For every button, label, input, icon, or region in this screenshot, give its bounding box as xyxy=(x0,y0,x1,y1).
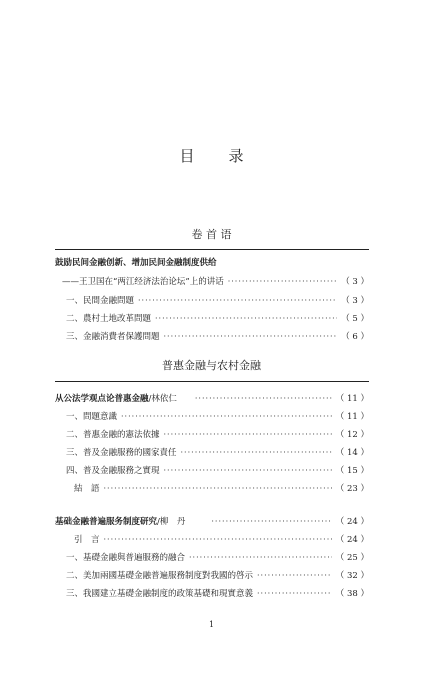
toc-title xyxy=(0,145,423,166)
entry-title: 三、我國建立基礎金融制度的政策基礎和現實意義 xyxy=(66,589,254,599)
toc-entry[interactable] xyxy=(66,462,369,478)
entry-page: （ 6 ） xyxy=(341,332,369,342)
entry-title: 鼓励民间金融创新、增加民间金融制度供给 xyxy=(55,258,217,268)
toc-title-left: 目 xyxy=(179,147,195,165)
entry-title: ——王卫国在“两江经济法治论坛”上的讲话 xyxy=(62,277,224,287)
toc-entry[interactable] xyxy=(66,426,369,442)
toc-entry[interactable] xyxy=(62,273,369,289)
entry-title: 三、普及金融服務的國家責任 xyxy=(66,448,177,458)
entry-page: （ 3 ） xyxy=(341,277,369,287)
toc-entry[interactable] xyxy=(74,531,369,547)
toc-entry[interactable] xyxy=(66,585,369,601)
entry-title: 引 言 xyxy=(74,535,100,545)
leader-dots xyxy=(104,484,332,493)
entry-page: （ 25 ） xyxy=(335,553,369,563)
toc-entry-heading[interactable] xyxy=(55,254,369,270)
entry-title: 三、金融消費者保護問題 xyxy=(66,332,160,342)
entry-title: 二、普惠金融的憲法依據 xyxy=(66,430,160,440)
toc-entry[interactable] xyxy=(66,567,369,583)
entry-page: （ 3 ） xyxy=(341,296,369,306)
entry-title: 四、普及金融服務之實現 xyxy=(66,466,160,476)
leader-dots xyxy=(121,412,332,421)
entry-title: 二、美加兩國基礎金融普遍服務制度對我國的啓示 xyxy=(66,571,254,581)
entry-page: （ 11 ） xyxy=(335,412,369,422)
leader-dots xyxy=(211,517,331,526)
leader-dots xyxy=(195,394,332,403)
entry-title: 一、問題意識 xyxy=(66,412,118,422)
toc-entry[interactable] xyxy=(66,310,369,326)
entry-page: （ 24 ） xyxy=(335,535,369,545)
leader-dots xyxy=(257,589,332,598)
toc-title-right: 录 xyxy=(228,147,244,165)
toc-entry[interactable] xyxy=(74,480,369,496)
entry-page: （ 14 ） xyxy=(335,448,369,458)
entry-title: 一、民間金融問題 xyxy=(66,296,135,306)
entry-page: （ 38 ） xyxy=(335,589,369,599)
entry-title: 基础金融普遍服务制度研究/柳 丹 xyxy=(55,517,186,527)
leader-dots xyxy=(164,332,338,341)
entry-title: 从公法学观点论普惠金融/林依仁 xyxy=(55,394,177,404)
leader-dots xyxy=(164,430,332,439)
entry-title: 結 語 xyxy=(74,484,100,494)
leader-dots xyxy=(138,296,337,305)
entry-page: （ 15 ） xyxy=(335,466,369,476)
entry-page: （ 23 ） xyxy=(335,484,369,494)
section-title-inclusive-finance: 普惠金融与农村金融 xyxy=(162,359,261,372)
page-number: 1 xyxy=(208,620,215,629)
toc-entry-heading[interactable] xyxy=(55,513,369,529)
leader-dots xyxy=(104,535,332,544)
leader-dots xyxy=(257,571,332,580)
entry-page: （ 12 ） xyxy=(335,430,369,440)
entry-page: （ 32 ） xyxy=(335,571,369,581)
toc-entry[interactable] xyxy=(66,444,369,460)
leader-dots xyxy=(228,277,337,286)
entry-page: （ 5 ） xyxy=(341,314,369,324)
entry-page: （ 24 ） xyxy=(335,517,369,527)
entry-title: 一、基礎金融與普遍服務的融合 xyxy=(66,553,186,563)
leader-dots xyxy=(164,466,332,475)
leader-dots xyxy=(189,553,332,562)
leader-dots xyxy=(181,448,332,457)
toc-entry[interactable] xyxy=(66,328,369,344)
entry-page: （ 11 ） xyxy=(335,394,369,404)
section-rule xyxy=(55,381,369,382)
toc-entry-heading[interactable] xyxy=(55,390,369,406)
toc-entry[interactable] xyxy=(66,549,369,565)
section-title-preface: 卷 首 语 xyxy=(191,228,232,241)
entry-title: 二、農村土地改革問題 xyxy=(66,314,152,324)
toc-entry[interactable] xyxy=(66,408,369,424)
leader-dots xyxy=(155,314,337,323)
section-rule xyxy=(55,249,369,250)
toc-entry[interactable] xyxy=(66,292,369,308)
